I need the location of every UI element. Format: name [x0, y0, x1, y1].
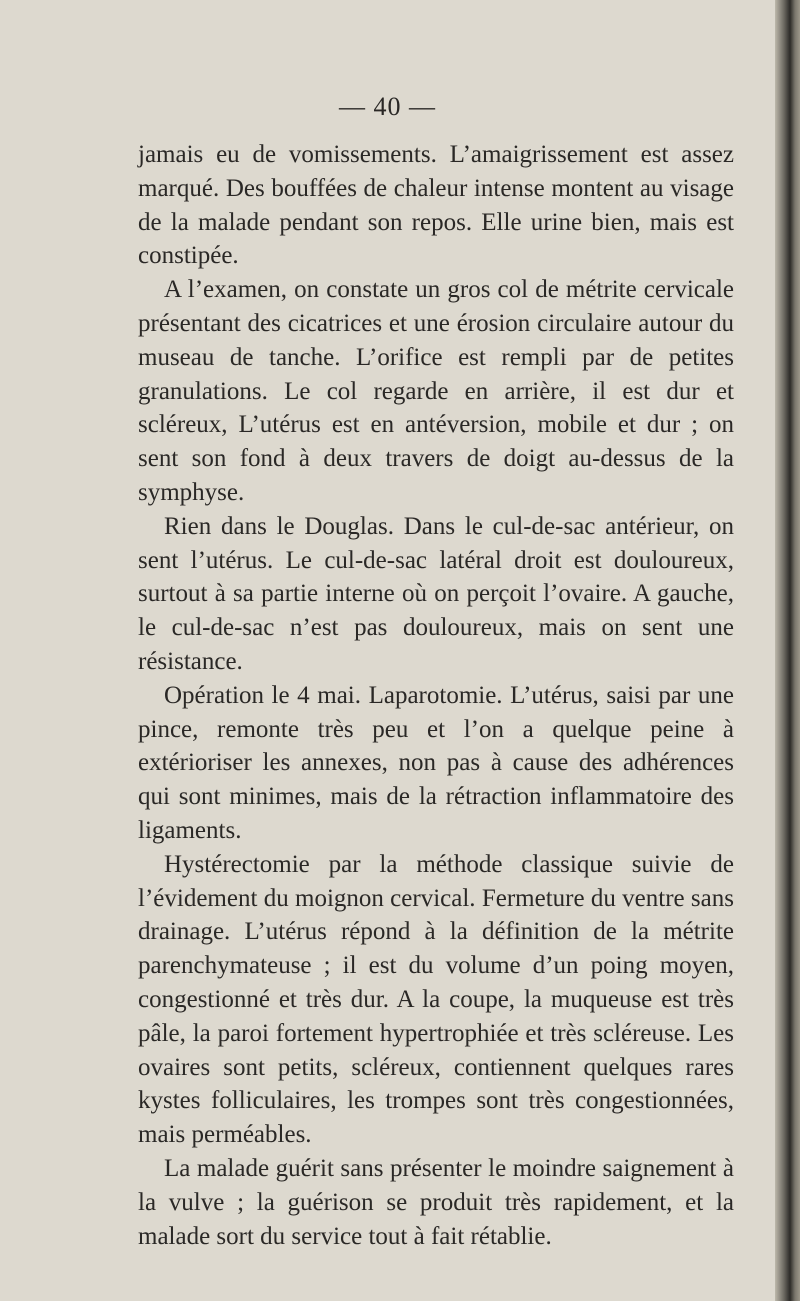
book-binding-edge — [775, 0, 800, 1301]
paragraph-3: Rien dans le Douglas. Dans le cul-de-sac antérieur, on sent l’utérus. Le cul-de-sac latéral droit est douloureux, surtout à sa partie interne où on perçoit l’ovaire. A gauche, le cul-de-sac n’est pas douloureux, mais on sent une résistance. — [138, 512, 734, 675]
paragraph-1: jamais eu de vomissements. L’amaigrissement est assez marqué. Des bouffées de chaleur intense montent au visage de la malade pendant son repos. Elle urine bien, mais est constipée. — [138, 141, 734, 270]
paragraph-5: Hystérectomie par la méthode classique suivie de l’évidement du moignon cervical. Fermeture du ventre sans drainage. L’utérus répond à la définition de la métrite parenchymateuse ; il est du volume d’un poing moyen, congestionné et très dur. A la coupe, la muqueuse est très pâle, la paroi fortement hypertrophiée et très scléreuse. Les ovaires sont petits, scléreux, contiennent quelques rares kystes folliculaires, les trompes sont très congestionnées, mais perméables. — [138, 850, 734, 1149]
paragraph-4: Opération le 4 mai. Laparotomie. L’utérus, saisi par une pince, remonte très peu et l’on a quelque peine à extérioriser les annexes, non pas à cause des adhérences qui sont minimes, mais de la rétraction inflammatoire des ligaments. — [138, 681, 734, 844]
paragraph-2: A l’examen, on constate un gros col de métrite cervicale présentant des cicatrices et une érosion circulaire autour du museau de tanche. L’orifice est rempli par de petites granulations. Le col regarde en arrière, il est dur et scléreux, L’utérus est en antéversion, mobile et dur ; on sent son fond à deux travers de doigt au-dessus de la symphyse. — [138, 276, 734, 506]
paragraph-6: La malade guérit sans présenter le moindre saignement à la vulve ; la guérison se produit très rapidement, et la malade sort du service tout à fait rétablie. — [138, 1154, 734, 1250]
body-text — [138, 138, 734, 1253]
page-number: — 40 — — [339, 92, 436, 121]
